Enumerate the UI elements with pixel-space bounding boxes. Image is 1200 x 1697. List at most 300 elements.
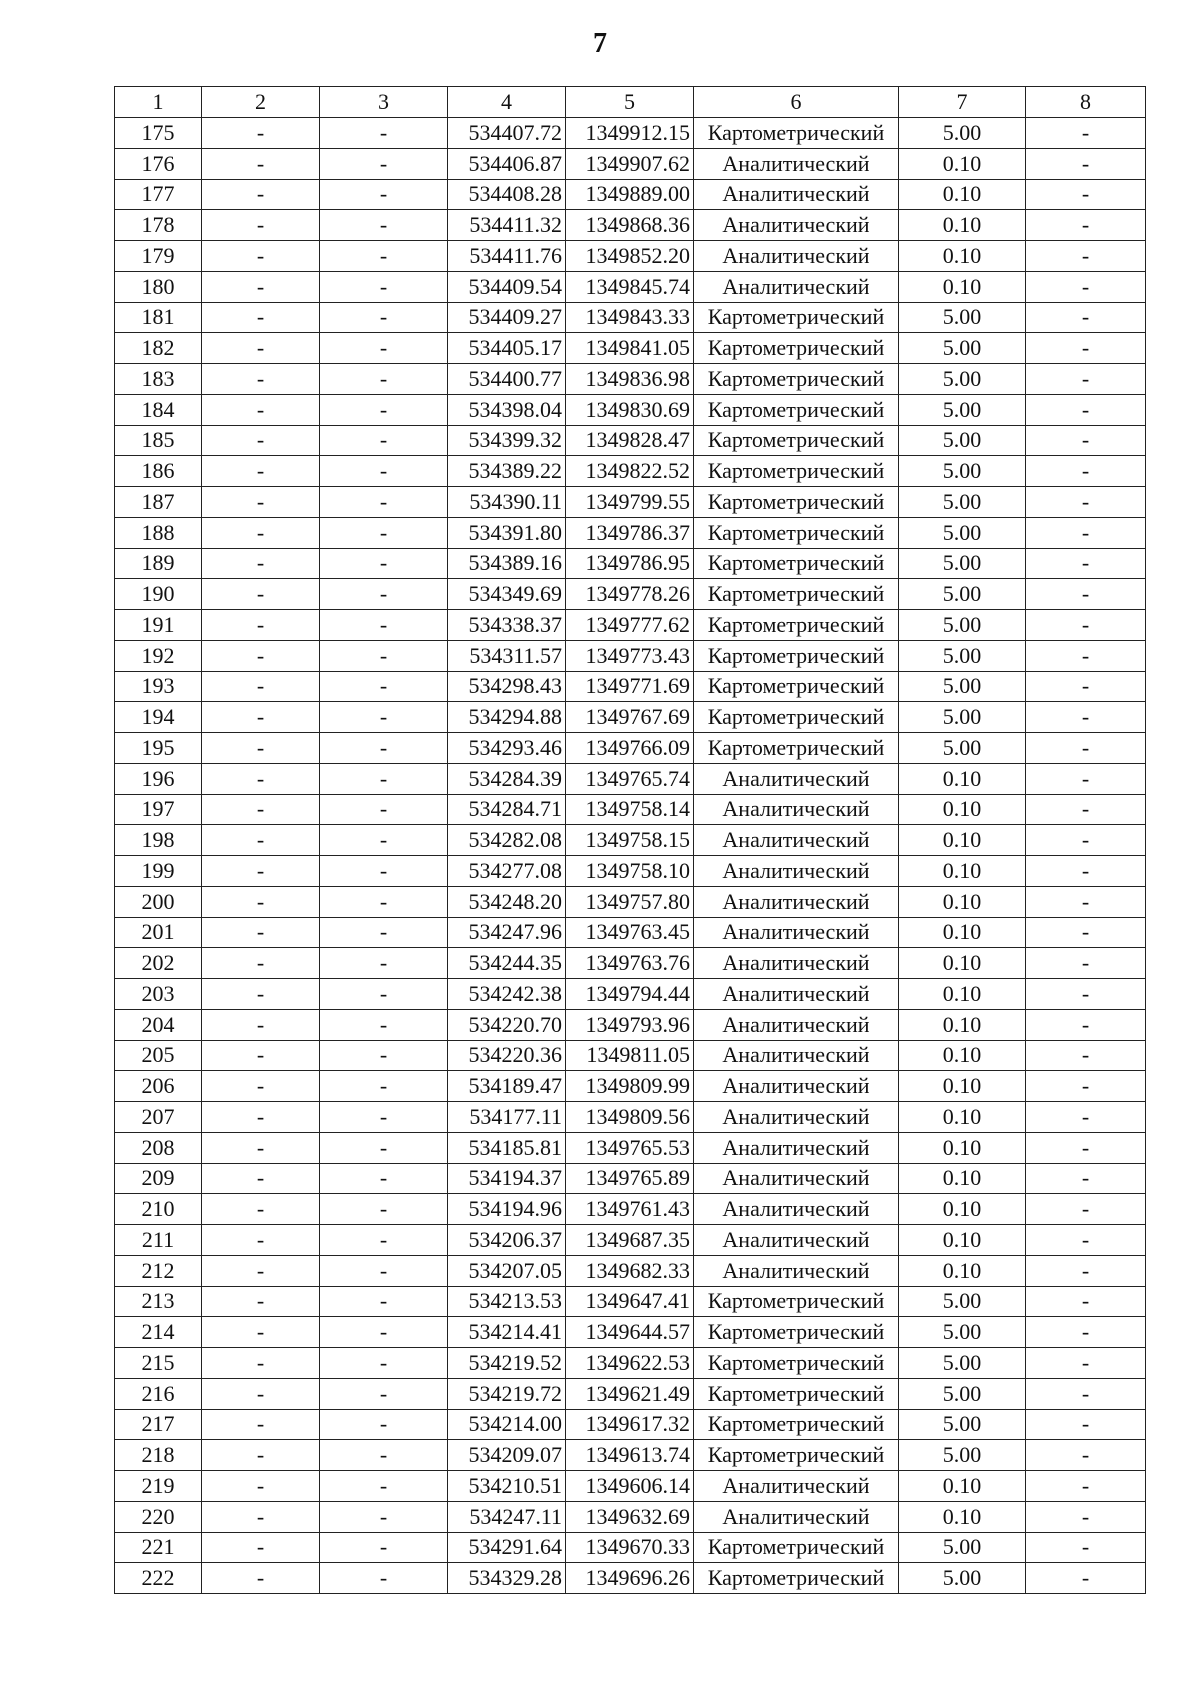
- method-cell: Аналитический: [694, 179, 899, 210]
- y-coordinate-cell: 1349841.05: [566, 333, 694, 364]
- table-row: [115, 1040, 1146, 1071]
- x-coordinate-cell: 534194.96: [448, 1194, 566, 1225]
- table-row: [115, 1194, 1146, 1225]
- col2-cell: -: [202, 1286, 320, 1317]
- column-header-7: 7: [899, 87, 1026, 118]
- col8-cell: -: [1026, 1563, 1146, 1594]
- accuracy-cell: 0.10: [899, 1132, 1026, 1163]
- x-coordinate-cell: 534291.64: [448, 1532, 566, 1563]
- col8-cell: -: [1026, 702, 1146, 733]
- accuracy-cell: 0.10: [899, 825, 1026, 856]
- point-number-cell: 203: [115, 979, 202, 1010]
- col2-cell: -: [202, 733, 320, 764]
- accuracy-cell: 5.00: [899, 487, 1026, 518]
- accuracy-cell: 0.10: [899, 1501, 1026, 1532]
- method-cell: Картометрический: [694, 610, 899, 641]
- method-cell: Картометрический: [694, 456, 899, 487]
- x-coordinate-cell: 534389.16: [448, 548, 566, 579]
- method-cell: Картометрический: [694, 640, 899, 671]
- point-number-cell: 188: [115, 517, 202, 548]
- col3-cell: -: [320, 394, 448, 425]
- col3-cell: -: [320, 271, 448, 302]
- accuracy-cell: 5.00: [899, 302, 1026, 333]
- accuracy-cell: 0.10: [899, 917, 1026, 948]
- column-header-8: 8: [1026, 87, 1146, 118]
- col8-cell: -: [1026, 1317, 1146, 1348]
- col8-cell: -: [1026, 1071, 1146, 1102]
- y-coordinate-cell: 1349761.43: [566, 1194, 694, 1225]
- x-coordinate-cell: 534409.27: [448, 302, 566, 333]
- x-coordinate-cell: 534214.41: [448, 1317, 566, 1348]
- col8-cell: -: [1026, 302, 1146, 333]
- accuracy-cell: 0.10: [899, 1040, 1026, 1071]
- col8-cell: -: [1026, 1102, 1146, 1133]
- col2-cell: -: [202, 1255, 320, 1286]
- accuracy-cell: 5.00: [899, 640, 1026, 671]
- col8-cell: -: [1026, 671, 1146, 702]
- col3-cell: -: [320, 1102, 448, 1133]
- point-number-cell: 219: [115, 1471, 202, 1502]
- table-row: [115, 979, 1146, 1010]
- col3-cell: -: [320, 1563, 448, 1594]
- y-coordinate-cell: 1349687.35: [566, 1225, 694, 1256]
- method-cell: Аналитический: [694, 856, 899, 887]
- method-cell: Картометрический: [694, 1440, 899, 1471]
- col3-cell: -: [320, 517, 448, 548]
- point-number-cell: 184: [115, 394, 202, 425]
- col3-cell: -: [320, 148, 448, 179]
- y-coordinate-cell: 1349763.76: [566, 948, 694, 979]
- y-coordinate-cell: 1349778.26: [566, 579, 694, 610]
- method-cell: Картометрический: [694, 487, 899, 518]
- x-coordinate-cell: 534247.11: [448, 1501, 566, 1532]
- x-coordinate-cell: 534311.57: [448, 640, 566, 671]
- accuracy-cell: 5.00: [899, 671, 1026, 702]
- x-coordinate-cell: 534409.54: [448, 271, 566, 302]
- method-cell: Картометрический: [694, 548, 899, 579]
- point-number-cell: 221: [115, 1532, 202, 1563]
- accuracy-cell: 0.10: [899, 1009, 1026, 1040]
- col8-cell: -: [1026, 733, 1146, 764]
- col2-cell: -: [202, 394, 320, 425]
- point-number-cell: 202: [115, 948, 202, 979]
- col3-cell: -: [320, 948, 448, 979]
- accuracy-cell: 5.00: [899, 579, 1026, 610]
- method-cell: Аналитический: [694, 1225, 899, 1256]
- col3-cell: -: [320, 1532, 448, 1563]
- table-row: [115, 1286, 1146, 1317]
- col2-cell: -: [202, 148, 320, 179]
- point-number-cell: 220: [115, 1501, 202, 1532]
- col3-cell: -: [320, 1132, 448, 1163]
- y-coordinate-cell: 1349766.09: [566, 733, 694, 764]
- x-coordinate-cell: 534400.77: [448, 364, 566, 395]
- col3-cell: -: [320, 548, 448, 579]
- x-coordinate-cell: 534177.11: [448, 1102, 566, 1133]
- x-coordinate-cell: 534406.87: [448, 148, 566, 179]
- point-number-cell: 212: [115, 1255, 202, 1286]
- accuracy-cell: 5.00: [899, 456, 1026, 487]
- method-cell: Аналитический: [694, 886, 899, 917]
- table-row: [115, 517, 1146, 548]
- col3-cell: -: [320, 1163, 448, 1194]
- col8-cell: -: [1026, 610, 1146, 641]
- col2-cell: -: [202, 702, 320, 733]
- point-number-cell: 214: [115, 1317, 202, 1348]
- accuracy-cell: 5.00: [899, 364, 1026, 395]
- col3-cell: -: [320, 579, 448, 610]
- point-number-cell: 208: [115, 1132, 202, 1163]
- point-number-cell: 180: [115, 271, 202, 302]
- col2-cell: -: [202, 1225, 320, 1256]
- y-coordinate-cell: 1349757.80: [566, 886, 694, 917]
- method-cell: Картометрический: [694, 517, 899, 548]
- col8-cell: -: [1026, 1409, 1146, 1440]
- accuracy-cell: 0.10: [899, 1163, 1026, 1194]
- col8-cell: -: [1026, 1163, 1146, 1194]
- table-row: [115, 548, 1146, 579]
- y-coordinate-cell: 1349828.47: [566, 425, 694, 456]
- y-coordinate-cell: 1349843.33: [566, 302, 694, 333]
- y-coordinate-cell: 1349758.10: [566, 856, 694, 887]
- y-coordinate-cell: 1349670.33: [566, 1532, 694, 1563]
- col2-cell: -: [202, 1102, 320, 1133]
- column-header-1: 1: [115, 87, 202, 118]
- method-cell: Аналитический: [694, 917, 899, 948]
- col2-cell: -: [202, 1317, 320, 1348]
- table-row: [115, 425, 1146, 456]
- x-coordinate-cell: 534405.17: [448, 333, 566, 364]
- col2-cell: -: [202, 487, 320, 518]
- point-number-cell: 183: [115, 364, 202, 395]
- col3-cell: -: [320, 425, 448, 456]
- accuracy-cell: 0.10: [899, 148, 1026, 179]
- table-header-row: [115, 87, 1146, 118]
- point-number-cell: 186: [115, 456, 202, 487]
- x-coordinate-cell: 534408.28: [448, 179, 566, 210]
- y-coordinate-cell: 1349912.15: [566, 118, 694, 149]
- x-coordinate-cell: 534294.88: [448, 702, 566, 733]
- accuracy-cell: 5.00: [899, 517, 1026, 548]
- method-cell: Аналитический: [694, 1255, 899, 1286]
- point-number-cell: 179: [115, 241, 202, 272]
- table-row: [115, 1132, 1146, 1163]
- table-row: [115, 148, 1146, 179]
- x-coordinate-cell: 534391.80: [448, 517, 566, 548]
- table-row: [115, 1532, 1146, 1563]
- accuracy-cell: 0.10: [899, 794, 1026, 825]
- col2-cell: -: [202, 333, 320, 364]
- y-coordinate-cell: 1349822.52: [566, 456, 694, 487]
- point-number-cell: 213: [115, 1286, 202, 1317]
- col3-cell: -: [320, 456, 448, 487]
- method-cell: Аналитический: [694, 271, 899, 302]
- x-coordinate-cell: 534329.28: [448, 1563, 566, 1594]
- col2-cell: -: [202, 548, 320, 579]
- accuracy-cell: 0.10: [899, 1471, 1026, 1502]
- y-coordinate-cell: 1349613.74: [566, 1440, 694, 1471]
- table-row: [115, 271, 1146, 302]
- y-coordinate-cell: 1349622.53: [566, 1348, 694, 1379]
- col3-cell: -: [320, 1009, 448, 1040]
- col2-cell: -: [202, 1378, 320, 1409]
- method-cell: Аналитический: [694, 148, 899, 179]
- x-coordinate-cell: 534298.43: [448, 671, 566, 702]
- table-row: [115, 1471, 1146, 1502]
- col3-cell: -: [320, 610, 448, 641]
- accuracy-cell: 5.00: [899, 1348, 1026, 1379]
- y-coordinate-cell: 1349765.74: [566, 763, 694, 794]
- table-row: [115, 856, 1146, 887]
- col3-cell: -: [320, 794, 448, 825]
- col2-cell: -: [202, 794, 320, 825]
- x-coordinate-cell: 534248.20: [448, 886, 566, 917]
- y-coordinate-cell: 1349836.98: [566, 364, 694, 395]
- col8-cell: -: [1026, 241, 1146, 272]
- y-coordinate-cell: 1349852.20: [566, 241, 694, 272]
- x-coordinate-cell: 534407.72: [448, 118, 566, 149]
- col8-cell: -: [1026, 148, 1146, 179]
- table-row: [115, 118, 1146, 149]
- accuracy-cell: 5.00: [899, 1378, 1026, 1409]
- y-coordinate-cell: 1349758.14: [566, 794, 694, 825]
- col3-cell: -: [320, 825, 448, 856]
- col2-cell: -: [202, 302, 320, 333]
- col3-cell: -: [320, 241, 448, 272]
- method-cell: Картометрический: [694, 671, 899, 702]
- method-cell: Аналитический: [694, 1194, 899, 1225]
- x-coordinate-cell: 534213.53: [448, 1286, 566, 1317]
- accuracy-cell: 5.00: [899, 1532, 1026, 1563]
- col8-cell: -: [1026, 487, 1146, 518]
- method-cell: Картометрический: [694, 1317, 899, 1348]
- col3-cell: -: [320, 210, 448, 241]
- point-number-cell: 185: [115, 425, 202, 456]
- point-number-cell: 205: [115, 1040, 202, 1071]
- accuracy-cell: 0.10: [899, 1194, 1026, 1225]
- col3-cell: -: [320, 1409, 448, 1440]
- accuracy-cell: 5.00: [899, 333, 1026, 364]
- column-header-5: 5: [566, 87, 694, 118]
- y-coordinate-cell: 1349606.14: [566, 1471, 694, 1502]
- accuracy-cell: 0.10: [899, 271, 1026, 302]
- method-cell: Картометрический: [694, 1409, 899, 1440]
- point-number-cell: 181: [115, 302, 202, 333]
- col8-cell: -: [1026, 1348, 1146, 1379]
- col8-cell: -: [1026, 179, 1146, 210]
- accuracy-cell: 5.00: [899, 1409, 1026, 1440]
- point-number-cell: 217: [115, 1409, 202, 1440]
- y-coordinate-cell: 1349696.26: [566, 1563, 694, 1594]
- col8-cell: -: [1026, 1040, 1146, 1071]
- col8-cell: -: [1026, 640, 1146, 671]
- x-coordinate-cell: 534411.32: [448, 210, 566, 241]
- col3-cell: -: [320, 1378, 448, 1409]
- col3-cell: -: [320, 886, 448, 917]
- point-number-cell: 175: [115, 118, 202, 149]
- y-coordinate-cell: 1349763.45: [566, 917, 694, 948]
- col2-cell: -: [202, 948, 320, 979]
- table-row: [115, 579, 1146, 610]
- y-coordinate-cell: 1349765.89: [566, 1163, 694, 1194]
- table-body: [115, 118, 1146, 1594]
- x-coordinate-cell: 534209.07: [448, 1440, 566, 1471]
- method-cell: Аналитический: [694, 210, 899, 241]
- method-cell: Аналитический: [694, 1132, 899, 1163]
- method-cell: Картометрический: [694, 1378, 899, 1409]
- col8-cell: -: [1026, 1471, 1146, 1502]
- table-row: [115, 763, 1146, 794]
- column-header-4: 4: [448, 87, 566, 118]
- col8-cell: -: [1026, 333, 1146, 364]
- col8-cell: -: [1026, 794, 1146, 825]
- col2-cell: -: [202, 271, 320, 302]
- method-cell: Картометрический: [694, 1286, 899, 1317]
- x-coordinate-cell: 534390.11: [448, 487, 566, 518]
- accuracy-cell: 0.10: [899, 1102, 1026, 1133]
- method-cell: Картометрический: [694, 394, 899, 425]
- point-number-cell: 196: [115, 763, 202, 794]
- col3-cell: -: [320, 1286, 448, 1317]
- col8-cell: -: [1026, 425, 1146, 456]
- point-number-cell: 200: [115, 886, 202, 917]
- method-cell: Аналитический: [694, 241, 899, 272]
- col2-cell: -: [202, 1440, 320, 1471]
- point-number-cell: 193: [115, 671, 202, 702]
- col2-cell: -: [202, 579, 320, 610]
- y-coordinate-cell: 1349758.15: [566, 825, 694, 856]
- y-coordinate-cell: 1349907.62: [566, 148, 694, 179]
- point-number-cell: 207: [115, 1102, 202, 1133]
- col3-cell: -: [320, 333, 448, 364]
- x-coordinate-cell: 534247.96: [448, 917, 566, 948]
- accuracy-cell: 0.10: [899, 1071, 1026, 1102]
- table-row: [115, 1225, 1146, 1256]
- col8-cell: -: [1026, 886, 1146, 917]
- col3-cell: -: [320, 1225, 448, 1256]
- col8-cell: -: [1026, 579, 1146, 610]
- method-cell: Картометрический: [694, 1532, 899, 1563]
- col3-cell: -: [320, 917, 448, 948]
- point-number-cell: 176: [115, 148, 202, 179]
- method-cell: Картометрический: [694, 1563, 899, 1594]
- col8-cell: -: [1026, 1286, 1146, 1317]
- method-cell: Картометрический: [694, 579, 899, 610]
- col2-cell: -: [202, 1348, 320, 1379]
- col2-cell: -: [202, 210, 320, 241]
- col2-cell: -: [202, 118, 320, 149]
- table-row: [115, 241, 1146, 272]
- col8-cell: -: [1026, 1255, 1146, 1286]
- method-cell: Аналитический: [694, 1501, 899, 1532]
- method-cell: Картометрический: [694, 118, 899, 149]
- y-coordinate-cell: 1349682.33: [566, 1255, 694, 1286]
- col2-cell: -: [202, 1009, 320, 1040]
- col2-cell: -: [202, 671, 320, 702]
- col8-cell: -: [1026, 1009, 1146, 1040]
- col8-cell: -: [1026, 948, 1146, 979]
- x-coordinate-cell: 534220.36: [448, 1040, 566, 1071]
- col8-cell: -: [1026, 1378, 1146, 1409]
- point-number-cell: 189: [115, 548, 202, 579]
- table-row: [115, 179, 1146, 210]
- col8-cell: -: [1026, 1532, 1146, 1563]
- y-coordinate-cell: 1349799.55: [566, 487, 694, 518]
- table-row: [115, 1348, 1146, 1379]
- col8-cell: -: [1026, 271, 1146, 302]
- col2-cell: -: [202, 1132, 320, 1163]
- y-coordinate-cell: 1349794.44: [566, 979, 694, 1010]
- table-row: [115, 364, 1146, 395]
- col8-cell: -: [1026, 118, 1146, 149]
- x-coordinate-cell: 534194.37: [448, 1163, 566, 1194]
- point-number-cell: 206: [115, 1071, 202, 1102]
- col2-cell: -: [202, 917, 320, 948]
- x-coordinate-cell: 534207.05: [448, 1255, 566, 1286]
- col2-cell: -: [202, 1163, 320, 1194]
- accuracy-cell: 5.00: [899, 702, 1026, 733]
- column-header-3: 3: [320, 87, 448, 118]
- table-row: [115, 210, 1146, 241]
- col8-cell: -: [1026, 548, 1146, 579]
- table-row: [115, 1440, 1146, 1471]
- accuracy-cell: 0.10: [899, 179, 1026, 210]
- col3-cell: -: [320, 763, 448, 794]
- table-row: [115, 1563, 1146, 1594]
- method-cell: Картометрический: [694, 425, 899, 456]
- y-coordinate-cell: 1349786.37: [566, 517, 694, 548]
- method-cell: Аналитический: [694, 1471, 899, 1502]
- col2-cell: -: [202, 517, 320, 548]
- accuracy-cell: 0.10: [899, 856, 1026, 887]
- method-cell: Картометрический: [694, 302, 899, 333]
- col2-cell: -: [202, 1501, 320, 1532]
- y-coordinate-cell: 1349868.36: [566, 210, 694, 241]
- page-number: 7: [593, 28, 607, 59]
- method-cell: Картометрический: [694, 1348, 899, 1379]
- table-row: [115, 1378, 1146, 1409]
- y-coordinate-cell: 1349809.56: [566, 1102, 694, 1133]
- accuracy-cell: 0.10: [899, 763, 1026, 794]
- col8-cell: -: [1026, 856, 1146, 887]
- accuracy-cell: 5.00: [899, 1286, 1026, 1317]
- method-cell: Аналитический: [694, 794, 899, 825]
- accuracy-cell: 5.00: [899, 1440, 1026, 1471]
- col2-cell: -: [202, 825, 320, 856]
- table-row: [115, 1255, 1146, 1286]
- col3-cell: -: [320, 1348, 448, 1379]
- x-coordinate-cell: 534399.32: [448, 425, 566, 456]
- accuracy-cell: 5.00: [899, 610, 1026, 641]
- accuracy-cell: 0.10: [899, 886, 1026, 917]
- col8-cell: -: [1026, 1440, 1146, 1471]
- method-cell: Аналитический: [694, 1102, 899, 1133]
- x-coordinate-cell: 534214.00: [448, 1409, 566, 1440]
- y-coordinate-cell: 1349767.69: [566, 702, 694, 733]
- point-number-cell: 192: [115, 640, 202, 671]
- table-row: [115, 917, 1146, 948]
- point-number-cell: 198: [115, 825, 202, 856]
- col3-cell: -: [320, 364, 448, 395]
- table-row: [115, 733, 1146, 764]
- method-cell: Картометрический: [694, 364, 899, 395]
- col8-cell: -: [1026, 517, 1146, 548]
- table-row: [115, 302, 1146, 333]
- table-row: [115, 1102, 1146, 1133]
- table-row: [115, 702, 1146, 733]
- accuracy-cell: 0.10: [899, 1225, 1026, 1256]
- point-number-cell: 178: [115, 210, 202, 241]
